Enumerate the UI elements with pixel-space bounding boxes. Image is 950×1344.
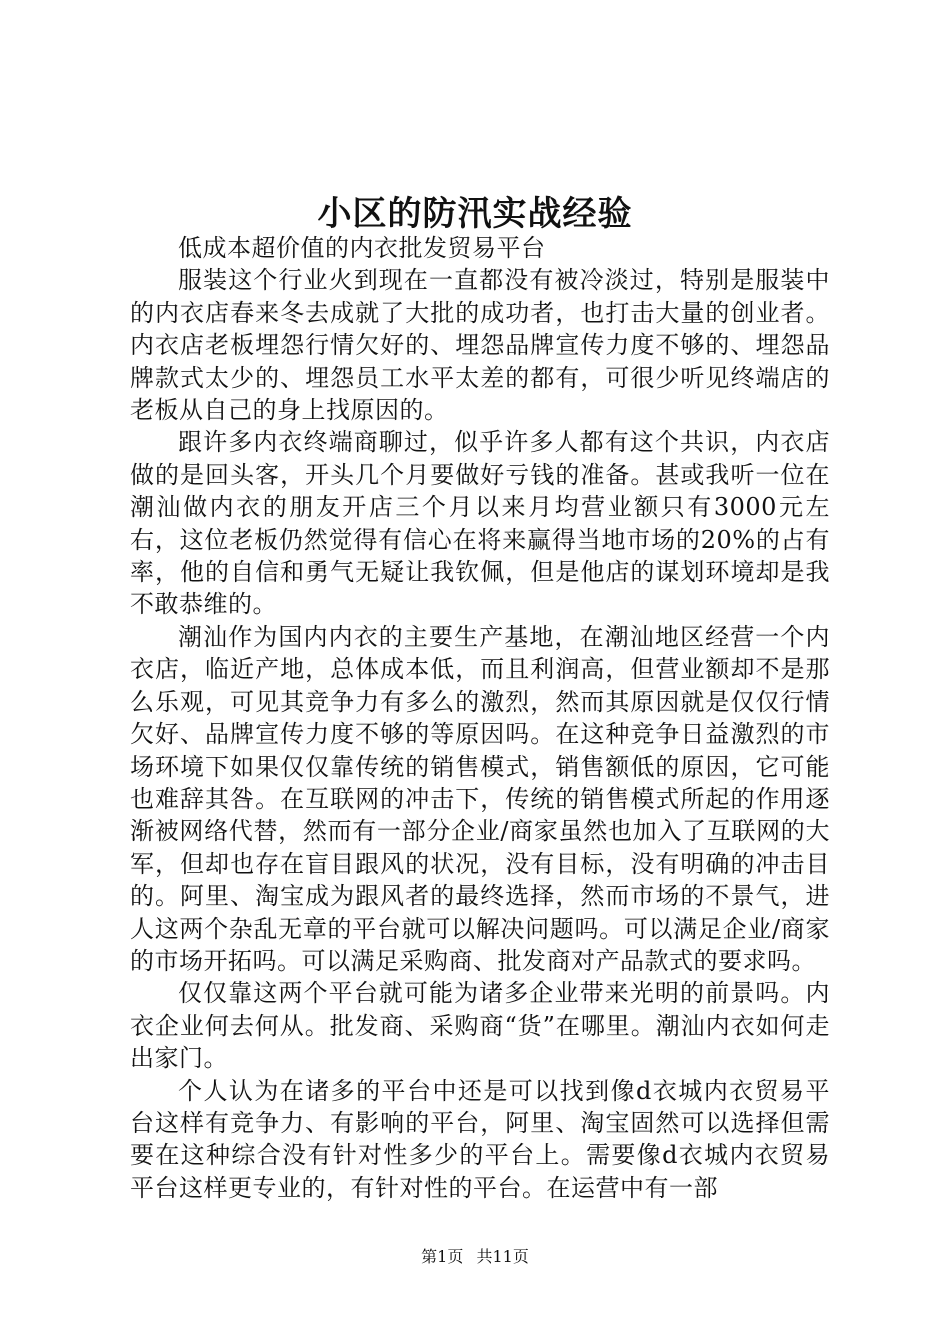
document-body xyxy=(130,232,830,1204)
paragraph: 低成本超价值的内衣批发贸易平台 xyxy=(178,234,546,262)
paragraph: 仅仅靠这两个平台就可能为诸多企业带来光明的前景吗。内衣企业何去何从。批发商、采购商“货”在哪里。潮汕内衣如何走出家门。 xyxy=(130,979,830,1073)
paragraph: 个人认为在诸多的平台中还是可以找到像d衣城内衣贸易平台这样有竞争力、有影响的平台，阿里、淘宝固然可以选择但需要在这种综合没有针对性多少的平台上。需要像d衣城内衣贸易平台这样更专业的，有针对性的平台。在运营中有一部 xyxy=(130,1076,830,1202)
page-number: 第1页 xyxy=(421,1247,464,1266)
page-count: 共11页 xyxy=(476,1247,529,1266)
page-footer xyxy=(0,1244,950,1267)
paragraph: 跟许多内衣终端商聊过，似乎许多人都有这个共识，内衣店做的是回头客，开头几个月要做好亏钱的准备。甚或我听一位在潮汕做内衣的朋友开店三个月以来月均营业额只有3000元左右，这位老板仍然觉得有信心在将来赢得当地市场的20%的占有率，他的自信和勇气无疑让我钦佩，但是他店的谋划环境却是我不敢恭维的。 xyxy=(130,428,830,619)
paragraph: 潮汕作为国内内衣的主要生产基地，在潮汕地区经营一个内衣店，临近产地，总体成本低，而且利润高，但营业额却不是那么乐观，可见其竞争力有多么的激烈，然而其原因就是仅仅行情欠好、品牌宣传力度不够的等原因吗。在这种竞争日益激烈的市场环境下如果仅仅靠传统的销售模式，销售额低的原因，它可能也难辞其咎。在互联网的冲击下，传统的销售模式所起的作用逐渐被网络代替，然而有一部分企业/商家虽然也加入了互联网的大军，但却也存在盲目跟风的状况，没有目标，没有明确的冲击目的。阿里、淘宝成为跟风者的最终选择，然而市场的不景气，进人这两个杂乱无章的平台就可以解决问题吗。可以满足企业/商家的市场开拓吗。可以满足采购商、批发商对产品款式的要求吗。 xyxy=(130,622,830,975)
paragraph: 服装这个行业火到现在一直都没有被冷淡过，特别是服装中的内衣店春来冬去成就了大批的成功者，也打击大量的创业者。内衣店老板埋怨行情欠好的、埋怨品牌宣传力度不够的、埋怨品牌款式太少的、埋怨员工水平太差的都有，可很少听见终端店的老板从自己的身上找原因的。 xyxy=(130,266,830,425)
page-title: 小区的防汛实战经验 xyxy=(317,194,633,234)
